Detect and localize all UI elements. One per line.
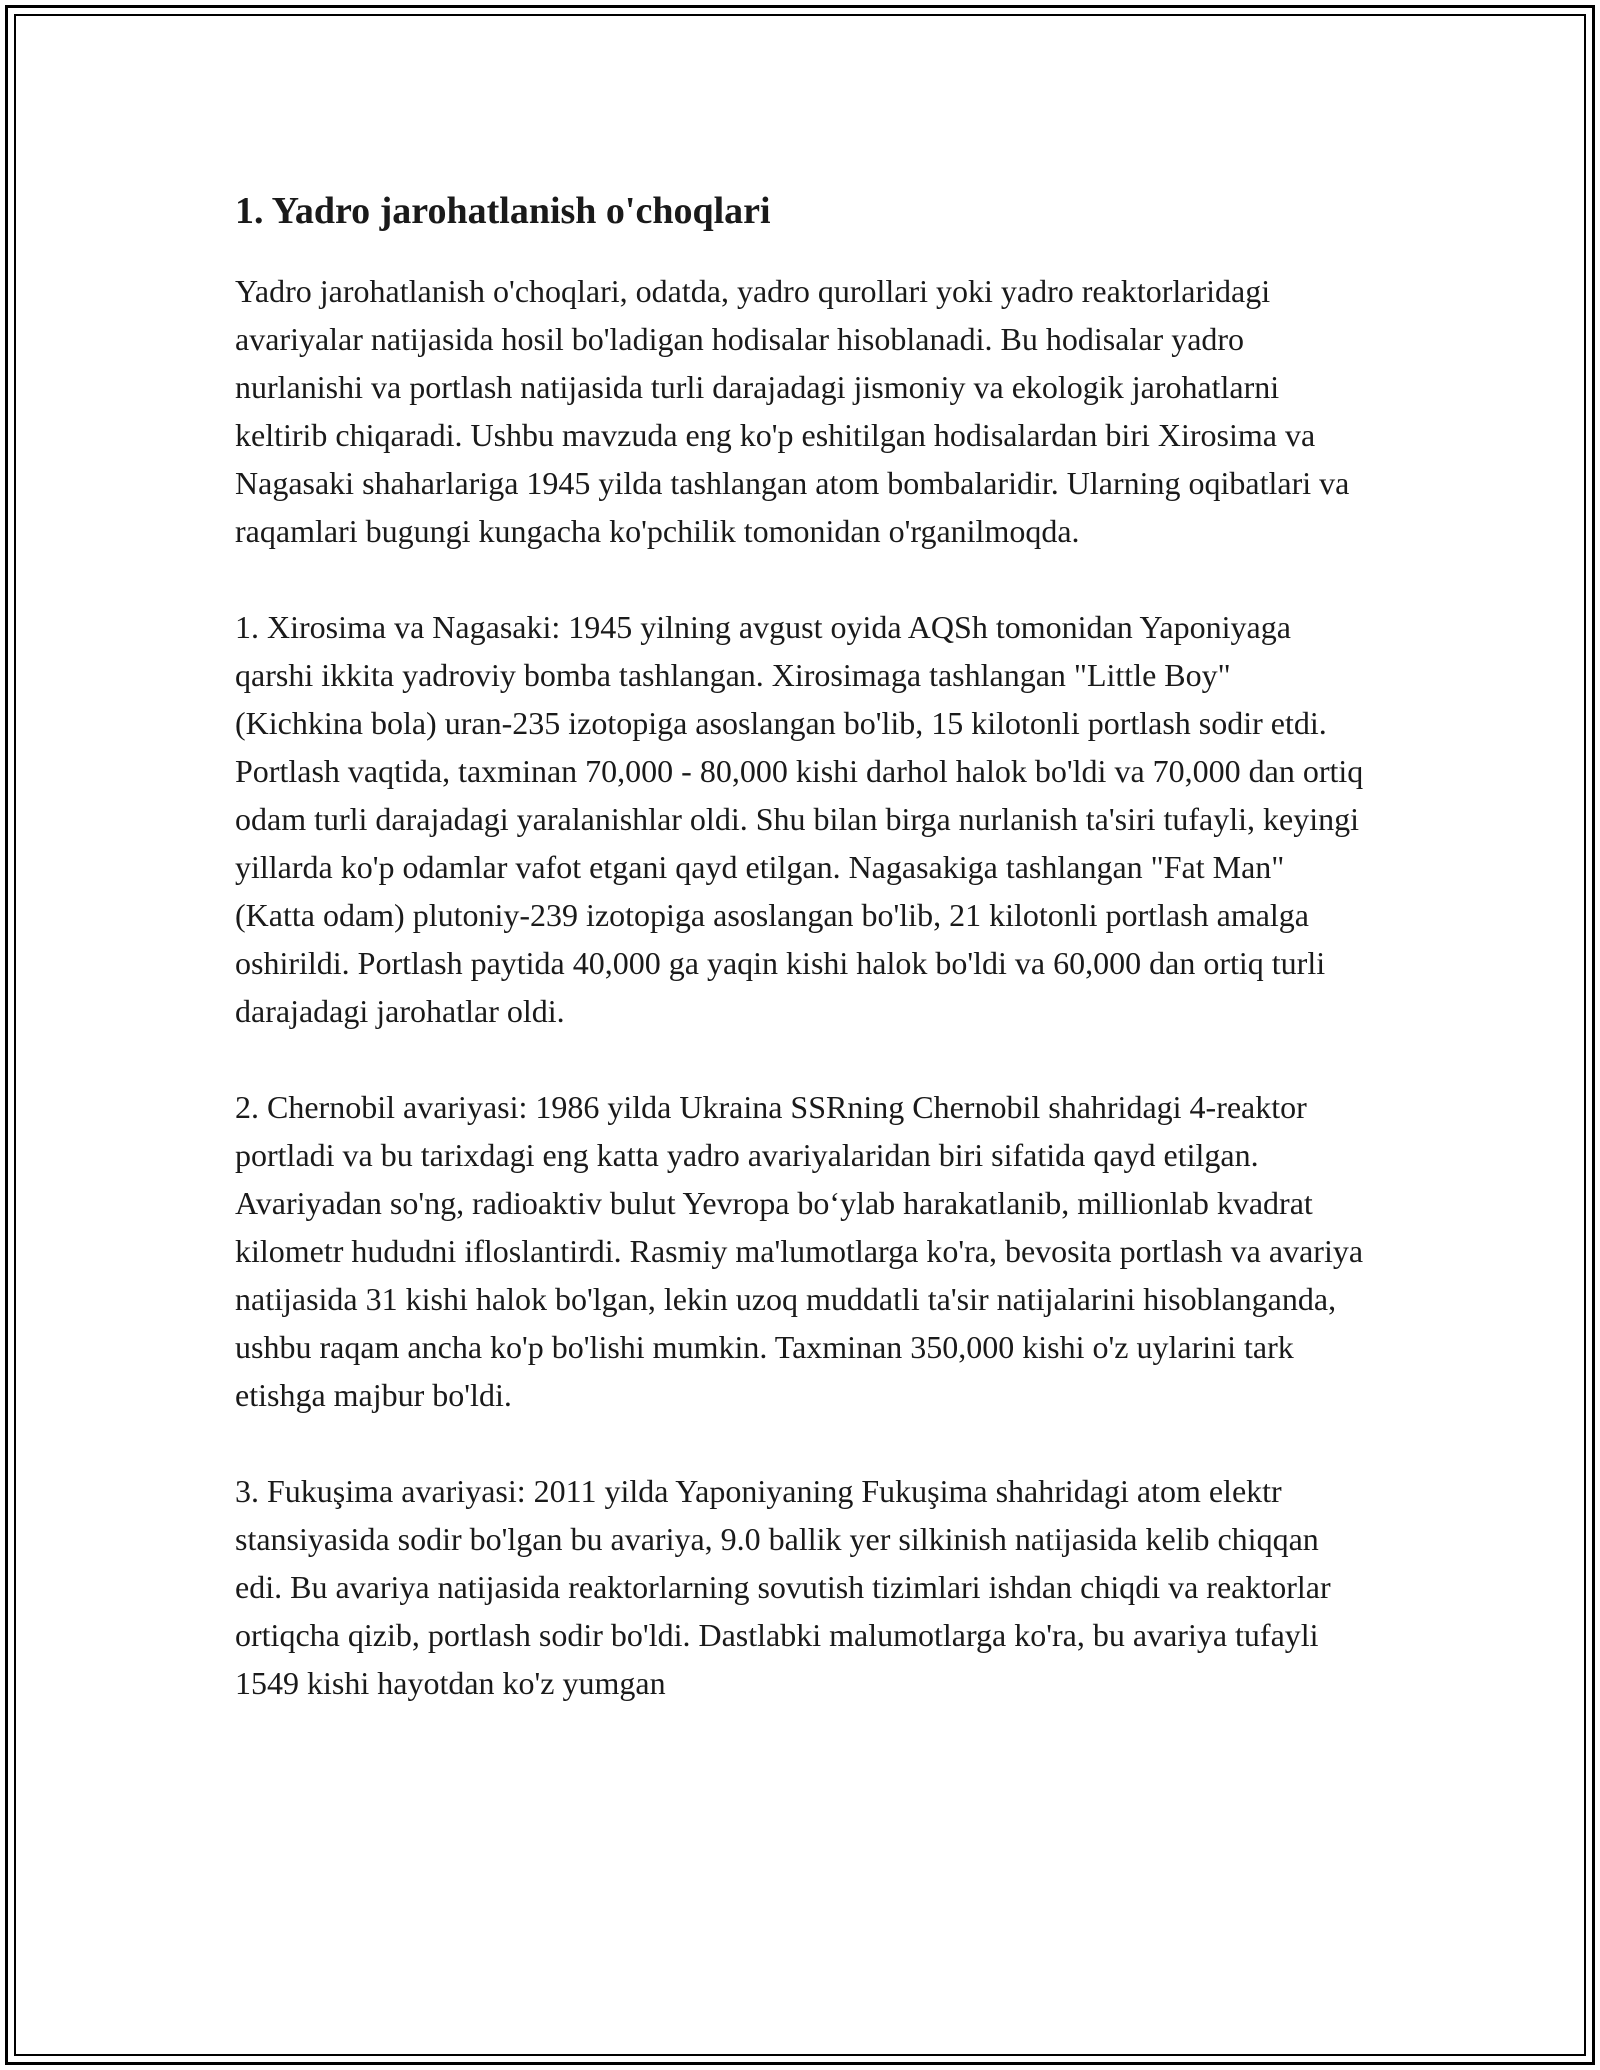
intro-paragraph: Yadro jarohatlanish o'choqlari, odatda, yadro qurollari yoki yadro reaktorlaridagi avariyalar natijasida hosil bo'ladigan hodisalar hisoblanadi. Bu hodisalar yadro nurlanishi va portlash natijasida turli darajadagi jismoniy va ekologik jarohatlarni keltirib chiqaradi. Ushbu mavzuda eng ko'p eshitilgan hodisalardan biri Xirosima va Nagasaki shaharlariga 1945 yilda tashlangan atom bombalaridir. Ularning oqibatlari va raqamlari bugungi kungacha ko'pchilik tomonidan o'rganilmoqda. [235, 273, 1350, 549]
document-title: 1. Yadro jarohatlanish o'choqlari [235, 190, 771, 232]
document-body [235, 185, 1365, 1707]
hiroshima-nagasaki-paragraph: 1. Xirosima va Nagasaki: 1945 yilning avgust oyida AQSh tomonidan Yaponiyaga qarshi ikkita yadroviy bomba tashlangan. Xirosimaga tashlangan "Little Boy" (Kichkina bola) uran-235 izotopiga asoslangan bo'lib, 15 kilotonli portlash sodir etdi. Portlash vaqtida, taxminan 70,000 - 80,000 kishi darhol halok bo'ldi va 70,000 dan ortiq odam turli darajadagi yaralanishlar oldi. Shu bilan birga nurlanish ta'siri tufayli, keyingi yillarda ko'p odamlar vafot etgani qayd etilgan. Nagasakiga tashlangan "Fat Man" (Katta odam) plutoniy-239 izotopiga asoslangan bo'lib, 21 kilotonli portlash amalga oshirildi. Portlash paytida 40,000 ga yaqin kishi halok bo'ldi va 60,000 dan ortiq turli darajadagi jarohatlar oldi. [235, 609, 1364, 1029]
chernobyl-paragraph: 2. Chernobil avariyasi: 1986 yilda Ukraina SSRning Chernobil shahridagi 4-reaktor portladi va bu tarixdagi eng katta yadro avariyalaridan biri sifatida qayd etilgan. Avariyadan so'ng, radioaktiv bulut Yevropa bo‘ylab harakatlanib, millionlab kvadrat kilometr hududni ifloslantirdi. Rasmiy ma'lumotlarga ko'ra, bevosita portlash va avariya natijasida 31 kishi halok bo'lgan, lekin uzoq muddatli ta'sir natijalarini hisoblanganda, ushbu raqam ancha ko'p bo'lishi mumkin. Taxminan 350,000 kishi o'z uylarini tark etishga majbur bo'ldi. [235, 1089, 1364, 1413]
fukushima-paragraph: 3. Fukuşima avariyasi: 2011 yilda Yaponiyaning Fukuşima shahridagi atom elektr stansiyasida sodir bo'lgan bu avariya, 9.0 ballik yer silkinish natijasida kelib chiqqan edi. Bu avariya natijasida reaktorlarning sovutish tizimlari ishdan chiqdi va reaktorlar ortiqcha qizib, portlash sodir bo'ldi. Dastlabki malumotlarga ko'ra, bu avariya tufayli 1549 kishi hayotdan ko'z yumgan [235, 1473, 1331, 1701]
